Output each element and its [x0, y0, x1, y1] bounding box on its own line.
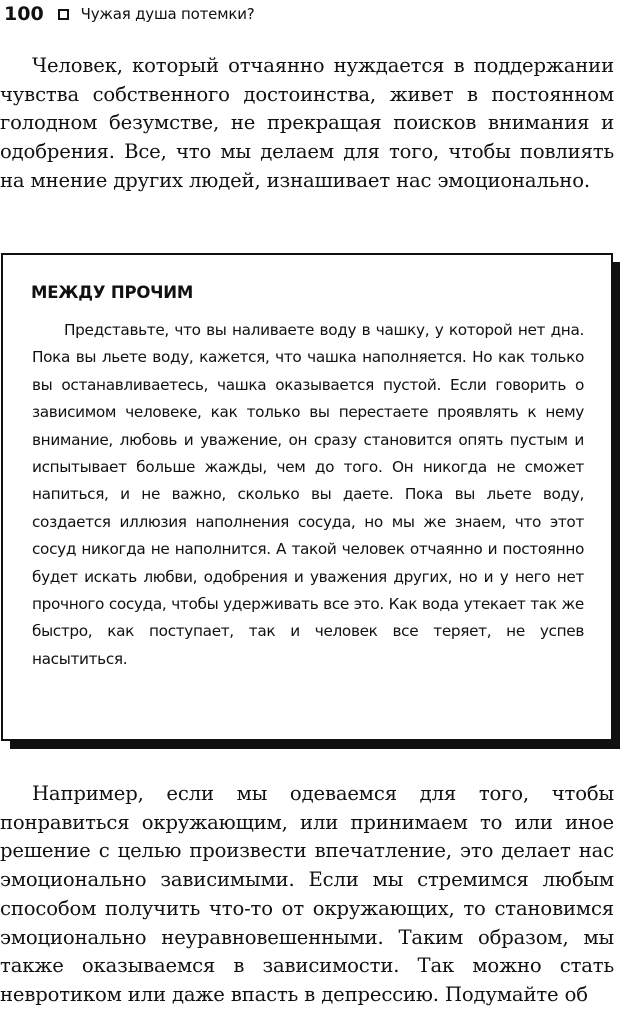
body-paragraph-1: Человек, который отчаянно нуждается в поддержании чувства собственного достоинства, живет в постоянном голодном безумстве, не прекращая поисков внимания и одобрения. Все, что мы делаем для того, чтобы повлиять на мнение других людей, изнашивает нас эмоционально.	[0, 54, 614, 192]
body-paragraph-2: Например, если мы одеваемся для того, чтобы понравиться окружающим, или принимаем то или иное решение с целью произвести впечатление, это делает нас эмоционально зависимыми. Если мы стремимся любым способом получить что-то от окружающих, то становимся эмоционально неуравновешенными. Таким образом, мы также оказываемся в зависимости. Так можно стать невротиком или даже впасть в депрессию. Подумайте об	[0, 782, 614, 1006]
page-header	[4, 2, 255, 26]
sidebar-title: МЕЖДУ ПРОЧИМ	[31, 283, 194, 302]
page-number: 100	[4, 3, 44, 25]
sidebar-text: Представьте, что вы наливаете воду в чашку, у которой нет дна. Пока вы льете воду, кажется, что чашка наполняется. Но как только вы останавливаетесь, чашка оказывается пустой. Если говорить о зависимом человеке, как только вы перестаете проявлять к нему внимание, любовь и уважение, он сразу становится опять пустым и испытывает больше жажды, чем до того. Он никогда не сможет напиться, и не важно, сколько вы даете. Пока вы льете воду, создается иллюзия наполнения сосуда, но мы же знаем, что этот сосуд никогда не наполнится. А такой человек отчаянно и постоянно будет искать любви, одобрения и уважения других, но и у него нет прочного сосуда, чтобы удерживать все это. Как вода утекает так же быстро, как поступает, так и человек все теряет, не успев насытиться.	[32, 321, 584, 668]
sidebar-box	[1, 253, 613, 741]
hollow-square-icon	[58, 9, 69, 20]
running-title: Чужая душа потемки?	[80, 5, 255, 23]
